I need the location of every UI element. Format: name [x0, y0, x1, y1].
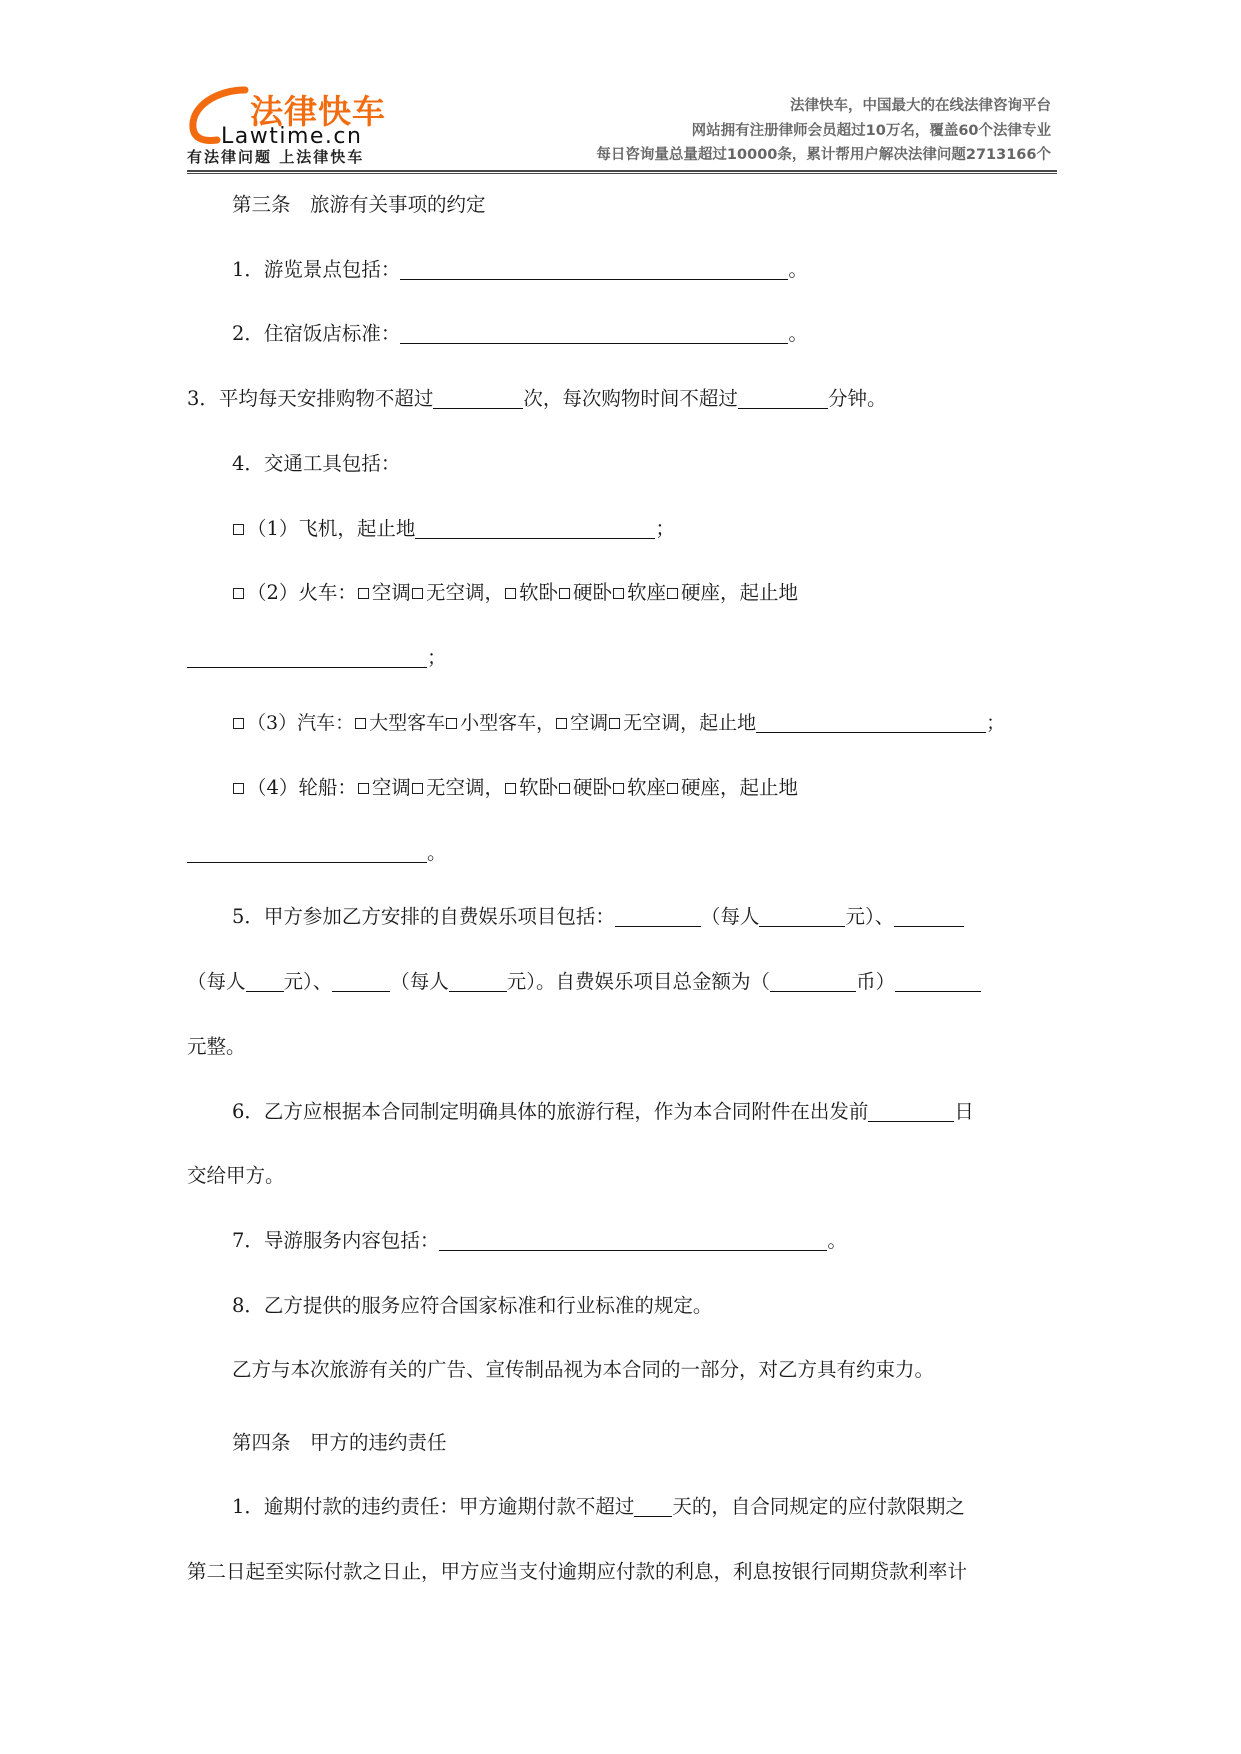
penalty-1 — [232, 1495, 965, 1519]
checkbox[interactable] — [233, 718, 244, 729]
item-3-shopping — [187, 387, 886, 411]
text: 无空调， — [425, 581, 504, 604]
text: 1．逾期付款的违约责任：甲方逾期付款不超过 — [232, 1495, 635, 1518]
blank-bus-route[interactable] — [756, 712, 986, 733]
text: 元）、 — [845, 905, 895, 928]
header-slogan — [596, 94, 1051, 168]
item-2-hotel — [232, 322, 808, 346]
text: 空调 — [371, 776, 411, 799]
text: 大型客车 — [369, 712, 446, 734]
text: 小型客车， — [460, 712, 556, 734]
item-label: 7．导游服务内容包括： — [232, 1229, 440, 1252]
slogan-line: 每日咨询量总量超过10000条，累计帮用户解决法律问题2713166个 — [596, 147, 1051, 163]
blank-item-c[interactable] — [332, 971, 390, 992]
punct: ； — [986, 712, 1006, 734]
text: （1）飞机，起止地 — [247, 517, 416, 540]
checkbox[interactable] — [233, 524, 244, 535]
punct: 。 — [827, 1229, 847, 1252]
blank-item-b[interactable] — [894, 906, 964, 927]
item-6-itinerary — [232, 1100, 974, 1124]
text: （每人 — [700, 905, 760, 928]
blank-price-b[interactable] — [246, 971, 284, 992]
checkbox[interactable] — [358, 588, 369, 599]
transport-bus — [232, 711, 1005, 735]
text: 5．甲方参加乙方安排的自费娱乐项目包括： — [232, 905, 615, 928]
item-1-attractions — [232, 258, 808, 282]
text: 软座 — [626, 581, 666, 604]
item-5-entertainment — [232, 905, 964, 929]
logo-english-name: Lawtime.cn — [221, 124, 363, 149]
page-header — [187, 84, 1057, 174]
text: 软座 — [626, 776, 666, 799]
checkbox[interactable] — [613, 783, 624, 794]
blank-price-a[interactable] — [759, 906, 845, 927]
blank-overdue-days[interactable] — [634, 1496, 672, 1517]
blank-price-c[interactable] — [449, 971, 507, 992]
punct: 。 — [427, 841, 447, 864]
text: （3）汽车： — [247, 712, 355, 734]
punct: 。 — [788, 322, 808, 345]
item-4-transport: 4．交通工具包括： — [232, 452, 401, 475]
transport-train — [232, 581, 798, 605]
text: 3．平均每天安排购物不超过 — [187, 387, 434, 410]
blank-days-before[interactable] — [868, 1101, 954, 1122]
slogan-line: 网站拥有注册律师会员超过10万名，覆盖60个法律专业 — [691, 122, 1051, 139]
checkbox[interactable] — [412, 783, 423, 794]
text: （每人 — [390, 970, 449, 993]
checkbox[interactable] — [609, 718, 620, 729]
text: 空调 — [371, 581, 411, 604]
transport-plane — [232, 517, 675, 541]
advertising-note: 乙方与本次旅游有关的广告、宣传制品视为本合同的一部分，对乙方具有约束力。 — [232, 1358, 935, 1381]
text: 天的，自合同规定的应付款限期之 — [672, 1495, 965, 1518]
punct: ； — [427, 646, 447, 669]
blank-currency[interactable] — [770, 971, 856, 992]
article-3-title: 第三条 旅游有关事项的约定 — [232, 193, 486, 216]
item-7-guide — [232, 1229, 847, 1253]
text: 硬卧 — [572, 776, 612, 799]
logo-tagline: 有法律问题 上法律快车 — [187, 148, 365, 166]
item-label: 1．游览景点包括： — [232, 258, 401, 281]
item-label: 2．住宿饭店标准： — [232, 322, 401, 345]
checkbox[interactable] — [667, 588, 678, 599]
checkbox[interactable] — [613, 588, 624, 599]
article-4-title: 第四条 甲方的违约责任 — [232, 1431, 447, 1454]
penalty-1-cont: 第二日起至实际付款之日止，甲方应当支付逾期应付款的利息，利息按银行同期贷款利率计 — [187, 1560, 968, 1583]
text: （每人 — [187, 970, 246, 993]
slogan-line: 法律快车，中国最大的在线法律咨询平台 — [790, 98, 1051, 114]
blank-ship-route[interactable] — [187, 842, 427, 863]
checkbox[interactable] — [233, 783, 244, 794]
text: 软卧 — [518, 776, 558, 799]
text: 无空调， — [425, 776, 504, 799]
checkbox[interactable] — [559, 588, 570, 599]
text: 元）。自费娱乐项目总金额为（ — [506, 970, 771, 993]
checkbox[interactable] — [667, 783, 678, 794]
checkbox[interactable] — [233, 588, 244, 599]
transport-ship-route — [187, 841, 447, 865]
text: 币） — [856, 970, 896, 993]
blank-shopping-times[interactable] — [433, 388, 523, 409]
checkbox[interactable] — [505, 588, 516, 599]
text: 元）、 — [283, 970, 333, 993]
text: 软卧 — [518, 581, 558, 604]
blank-item-a[interactable] — [615, 906, 701, 927]
blank-plane-route[interactable] — [415, 518, 655, 539]
transport-train-route — [187, 646, 447, 670]
text: 次，每次购物时间不超过 — [523, 387, 738, 410]
item-6-itinerary-cont: 交给甲方。 — [187, 1164, 285, 1187]
item-5-entertainment-end: 元整。 — [187, 1035, 246, 1058]
text: 无空调，起止地 — [623, 712, 757, 734]
punct: 。 — [788, 258, 808, 281]
item-8-standards: 8．乙方提供的服务应符合国家标准和行业标准的规定。 — [232, 1294, 713, 1317]
checkbox[interactable] — [412, 588, 423, 599]
text: （4）轮船： — [247, 776, 357, 799]
blank-attractions[interactable] — [400, 259, 788, 280]
text: 空调 — [570, 712, 609, 734]
checkbox[interactable] — [505, 783, 516, 794]
item-5-entertainment-cont — [187, 970, 981, 994]
text: 硬座，起止地 — [681, 776, 799, 799]
punct: ； — [655, 517, 675, 540]
blank-hotel[interactable] — [400, 323, 788, 344]
blank-guide-service[interactable] — [439, 1230, 827, 1251]
text: 硬卧 — [572, 581, 612, 604]
text: 硬座，起止地 — [681, 581, 799, 604]
text: 日 — [954, 1100, 974, 1123]
transport-ship — [232, 776, 798, 800]
checkbox[interactable] — [559, 783, 570, 794]
text: （2）火车： — [247, 581, 357, 604]
lawtime-logo — [187, 84, 437, 166]
blank-shopping-minutes[interactable] — [738, 388, 828, 409]
text: 6．乙方应根据本合同制定明确具体的旅游行程，作为本合同附件在出发前 — [232, 1100, 869, 1123]
checkbox[interactable] — [358, 783, 369, 794]
checkbox[interactable] — [556, 718, 567, 729]
blank-total-amount[interactable] — [895, 971, 981, 992]
checkbox[interactable] — [446, 718, 457, 729]
header-divider — [187, 170, 1057, 174]
checkbox[interactable] — [355, 718, 366, 729]
blank-train-route[interactable] — [187, 647, 427, 668]
logo-chinese-name: 法律快车 — [250, 92, 386, 131]
text: 分钟。 — [827, 387, 887, 410]
